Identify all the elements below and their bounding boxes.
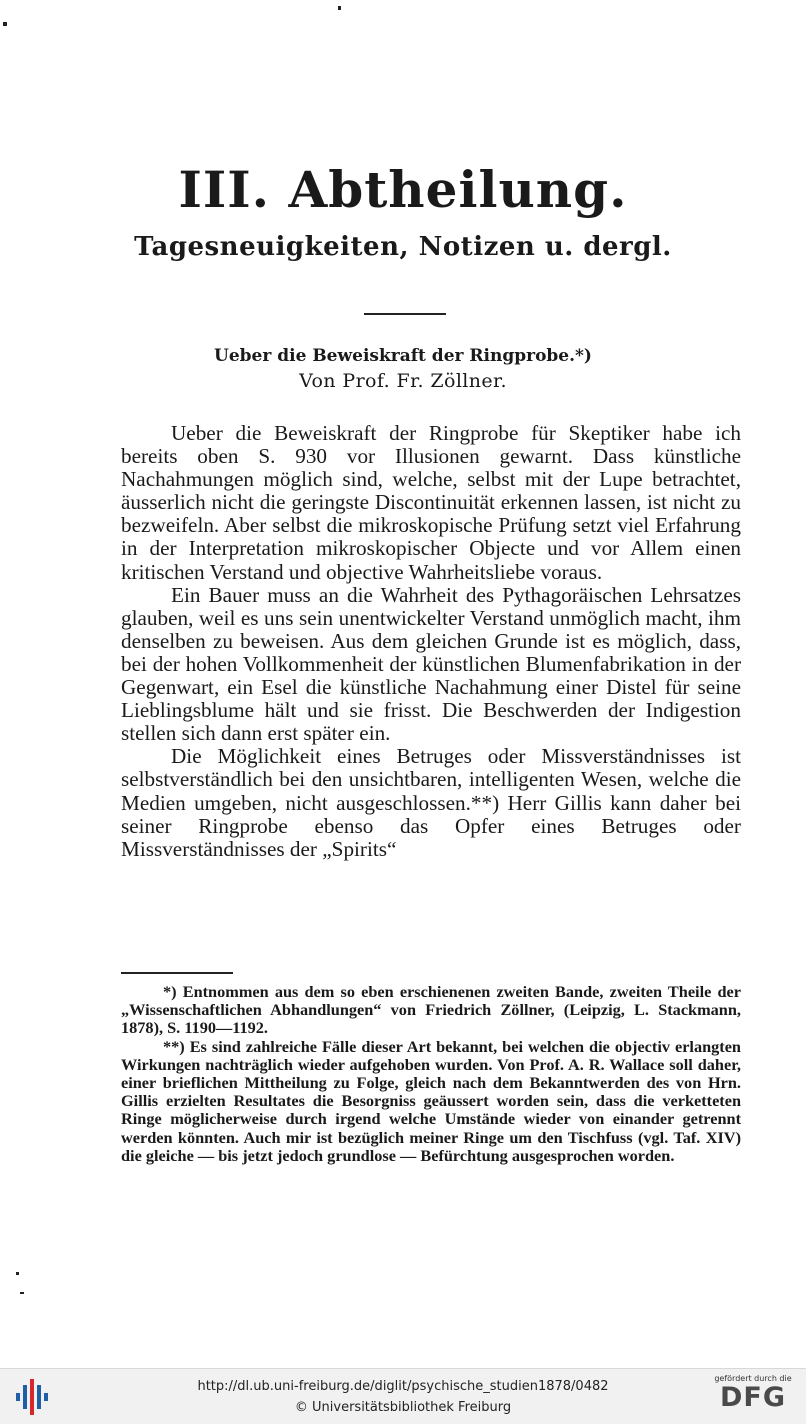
scan-speck xyxy=(20,1292,24,1294)
permalink-url[interactable]: http://dl.ub.uni-freiburg.de/diglit/psychische_studien1878/0482 xyxy=(197,1379,609,1394)
scan-speck xyxy=(16,1272,19,1275)
body-paragraph: Ueber die Beweiskraft der Ringprobe für Skeptiker habe ich bereits oben S. 930 vor Illusionen gewarnt. Dass künstliche Nachahmungen möglich sind, welche, selbst mit der Lupe betrachtet, äusserlich nicht die geringste Discontinuität erkennen lassen, ist nicht zu bezweifeln. Aber selbst die mikroskopische Prüfung setzt viel Erfahrung in der Interpretation mikroskopischer Objecte und vor Allem einen kritischen Verstand und objective Wahrheitsliebe voraus. xyxy=(121,421,741,584)
article-title: Ueber die Beweiskraft der Ringprobe.*) xyxy=(214,346,592,366)
viewer-footer xyxy=(0,1368,806,1424)
section-subtitle: Tagesneuigkeiten, Notizen u. dergl. xyxy=(134,232,672,262)
dfg-funding-logo xyxy=(708,1374,798,1413)
article-author: Von Prof. Fr. Zöllner. xyxy=(299,370,507,392)
scan-speck xyxy=(3,22,7,26)
footnote: *) Entnommen aus dem so eben erschienenen zweiten Bande, zweiten Theile der „Wissenschaftlichen Abhandlungen“ von Friedrich Zöllner, (Leipzig, L. Stackmann, 1878), S. 1190—1192. xyxy=(121,982,741,1038)
footnote: **) Es sind zahlreiche Fälle dieser Art bekannt, bei welchen die objectiv erlangten Wirkungen nachträglich wieder aufgehoben wurden. Von Prof. A. R. Wallace soll daher, einer brieflichen Mittheilung zu Folge, gleich nach dem Bekanntwerden des von Hrn. Gillis erzielten Resultates die Besorgniss geäussert worden sein, dass die verketteten Ringe möglicherweise durch irgend welche Umstände wieder von einander getrennt werden könnten. Auch mir ist bezüglich meiner Ringe um den Tischfuss (vgl. Taf. XIV) die gleiche — bis jetzt jedoch grundlose — Befürchtung ausgesprochen worden. xyxy=(121,1036,741,1165)
footnotes xyxy=(121,983,741,1165)
section-heading: III. Abtheilung. xyxy=(178,160,628,219)
copyright-notice: © Universitätsbibliothek Freiburg xyxy=(294,1400,512,1415)
body-paragraph: Ein Bauer muss an die Wahrheit des Pythagoräischen Lehrsatzes glauben, weil es uns sein unentwickelter Verstand unmöglich macht, ihm denselben zu beweisen. Aus dem gleichen Grunde ist es möglich, dass, bei der hohen Vollkommenheit der künstlichen Blumenfabrikation in der Gegenwart, ein Esel die künstliche Nachahmung einer Distel für seine Lieblingsblume hält und sie frisst. Die Beschwerden der Indigestion stellen sich dann erst später ein. xyxy=(121,582,741,746)
footnote-rule xyxy=(121,972,233,974)
divider-rule xyxy=(364,313,446,315)
dfg-logo-text: DFG xyxy=(719,1382,787,1413)
article-body xyxy=(121,422,741,861)
scan-speck xyxy=(338,6,341,10)
dfg-funding-label: gefördert durch die xyxy=(714,1374,792,1383)
body-paragraph: Die Möglichkeit eines Betruges oder Missverständnisses ist selbstverständlich bei den unsichtbaren, intelligenten Wesen, welche die Medien umgeben, nicht ausgeschlossen.**) Herr Gillis kann daher bei seiner Ringprobe ebenso das Opfer eines Betruges oder Missverständnisses der „Spirits“ xyxy=(121,744,741,861)
